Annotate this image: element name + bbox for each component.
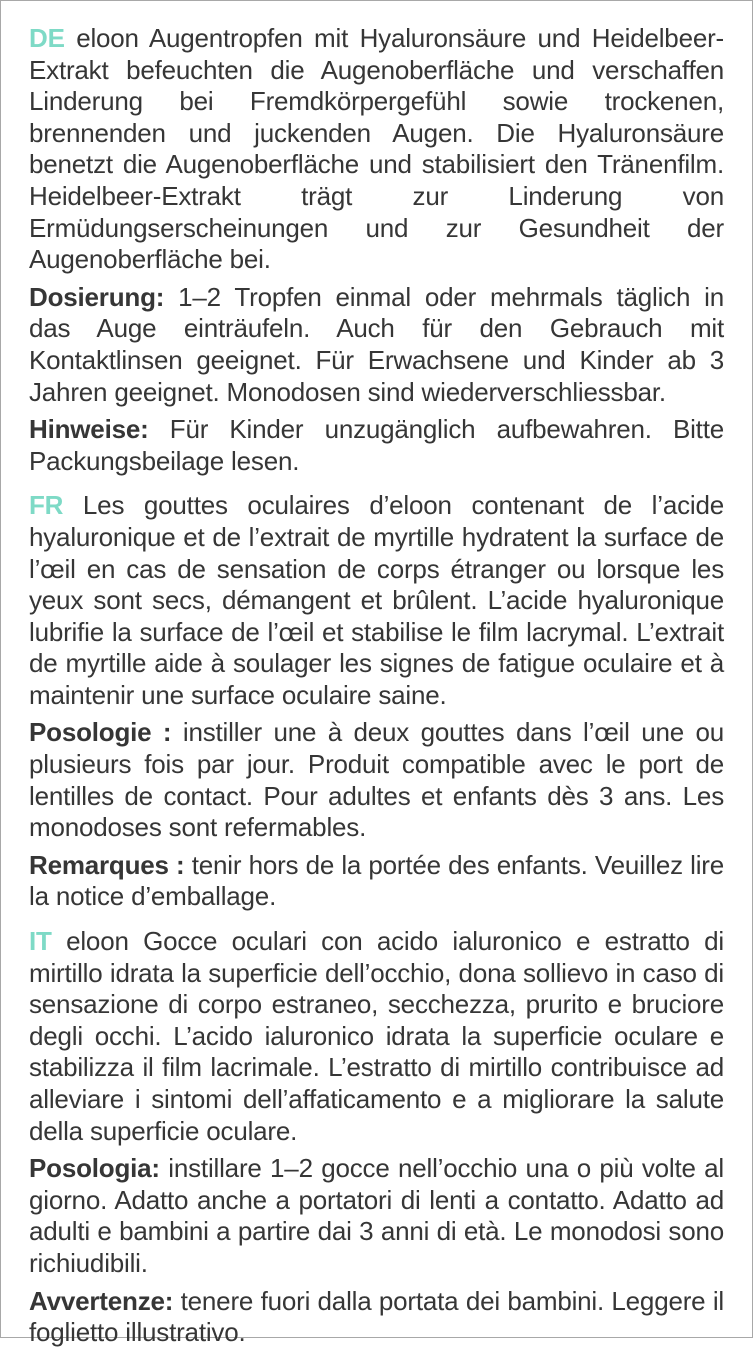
section-de — [29, 23, 724, 477]
language-code-de: DE — [29, 23, 65, 53]
language-code-fr: FR — [29, 490, 64, 521]
language-code-it: IT — [29, 926, 52, 957]
dosage-paragraph-de — [29, 282, 724, 408]
dosage-text-it: instillare 1–2 gocce nell’occhio una o più volte al giorno. Adatto anche a portatori di lenti a contatto. Adatto ad adulti e bambini a partire dai 3 anni di età. Le monodosi sono richiudibili. — [29, 1153, 724, 1278]
notes-paragraph-de — [29, 414, 724, 477]
dosage-text-fr: instiller une à deux gouttes dans l’œil une ou plusieurs fois par jour. Produit compatible avec le port de lentilles de contact. Pour adultes et enfants dès 3 ans. Les monodoses sont refermables. — [29, 717, 724, 843]
notes-label-de: Hinweise: — [29, 414, 149, 445]
intro-paragraph-de — [29, 23, 724, 276]
intro-text-it: eloon Gocce oculari con acido ialuronico e estratto di mirtillo idrata la superficie dell’occhio, dona sollievo in caso di sensazione di corpo estraneo, secchezza, prurito e bruciore degli occhi. L’acido ialuronico idrata la superficie oculare e stabilizza il film lacrimale. L’estratto di mirtillo contribuisce ad alleviare i sintomi dell’affaticamento e a migliorare la salute della superficie oculare. — [29, 926, 724, 1146]
intro-paragraph-fr — [29, 490, 724, 711]
section-fr — [29, 490, 724, 913]
notes-paragraph-fr — [29, 850, 724, 913]
warnings-label-it: Avvertenze: — [29, 1285, 174, 1316]
dosage-text-de: 1–2 Tropfen einmal oder mehrmals täglich in das Auge einträufeln. Auch für den Gebrauch mit Kontaktlinsen geeignet. Für Erwachsene und Kinder ab 3 Jahren geeignet. Monodosen sind wiederverschliessbar. — [29, 281, 724, 407]
warnings-text-it: tenere fuori dalla portata dei bambini. Leggere il foglietto illustrativo. — [29, 1285, 724, 1348]
notes-label-fr: Remarques : — [29, 849, 185, 880]
intro-paragraph-it — [29, 926, 724, 1147]
intro-text-fr: Les gouttes oculaires d’eloon contenant de l’acide hyaluronique et de l’extrait de myrtille hydratent la surface de l’œil en cas de sensation de corps étranger ou lorsque les yeux sont secs, démangent et brûlent. L’acide hyaluronique lubrifie la surface de l’œil et stabilise le film lacrymal. L’extrait de myrtille aide à soulager les signes de fatigue oculaire et à maintenir une surface oculaire saine. — [29, 490, 724, 710]
dosage-label-fr: Posologie : — [29, 717, 172, 748]
dosage-label-it: Posologia: — [29, 1153, 160, 1184]
dosage-label-de: Dosierung: — [29, 281, 165, 312]
notes-text-fr: tenir hors de la portée des enfants. Veuillez lire la notice d’emballage. — [29, 849, 724, 912]
leaflet-content — [1, 1, 752, 1348]
dosage-paragraph-fr — [29, 717, 724, 843]
warnings-paragraph-it — [29, 1286, 724, 1349]
dosage-paragraph-it — [29, 1153, 724, 1279]
section-it — [29, 926, 724, 1349]
notes-text-de: Für Kinder unzugänglich aufbewahren. Bitte Packungsbeilage lesen. — [29, 414, 724, 476]
intro-text-de: eloon Augentropfen mit Hyaluronsäure und Heidelbeer-Extrakt befeuchten die Augenoberfläche und verschaffen Linderung bei Fremdkörpergefühl sowie trockenen, brennenden und juckenden Augen. Die Hyaluronsäure benetzt die Augenoberfläche und stabilisiert den Tränenfilm. Heidelbeer-Extrakt trägt zur Linderung von Ermüdungserscheinungen und zur Gesundheit der Augenoberfläche bei. — [29, 23, 725, 275]
